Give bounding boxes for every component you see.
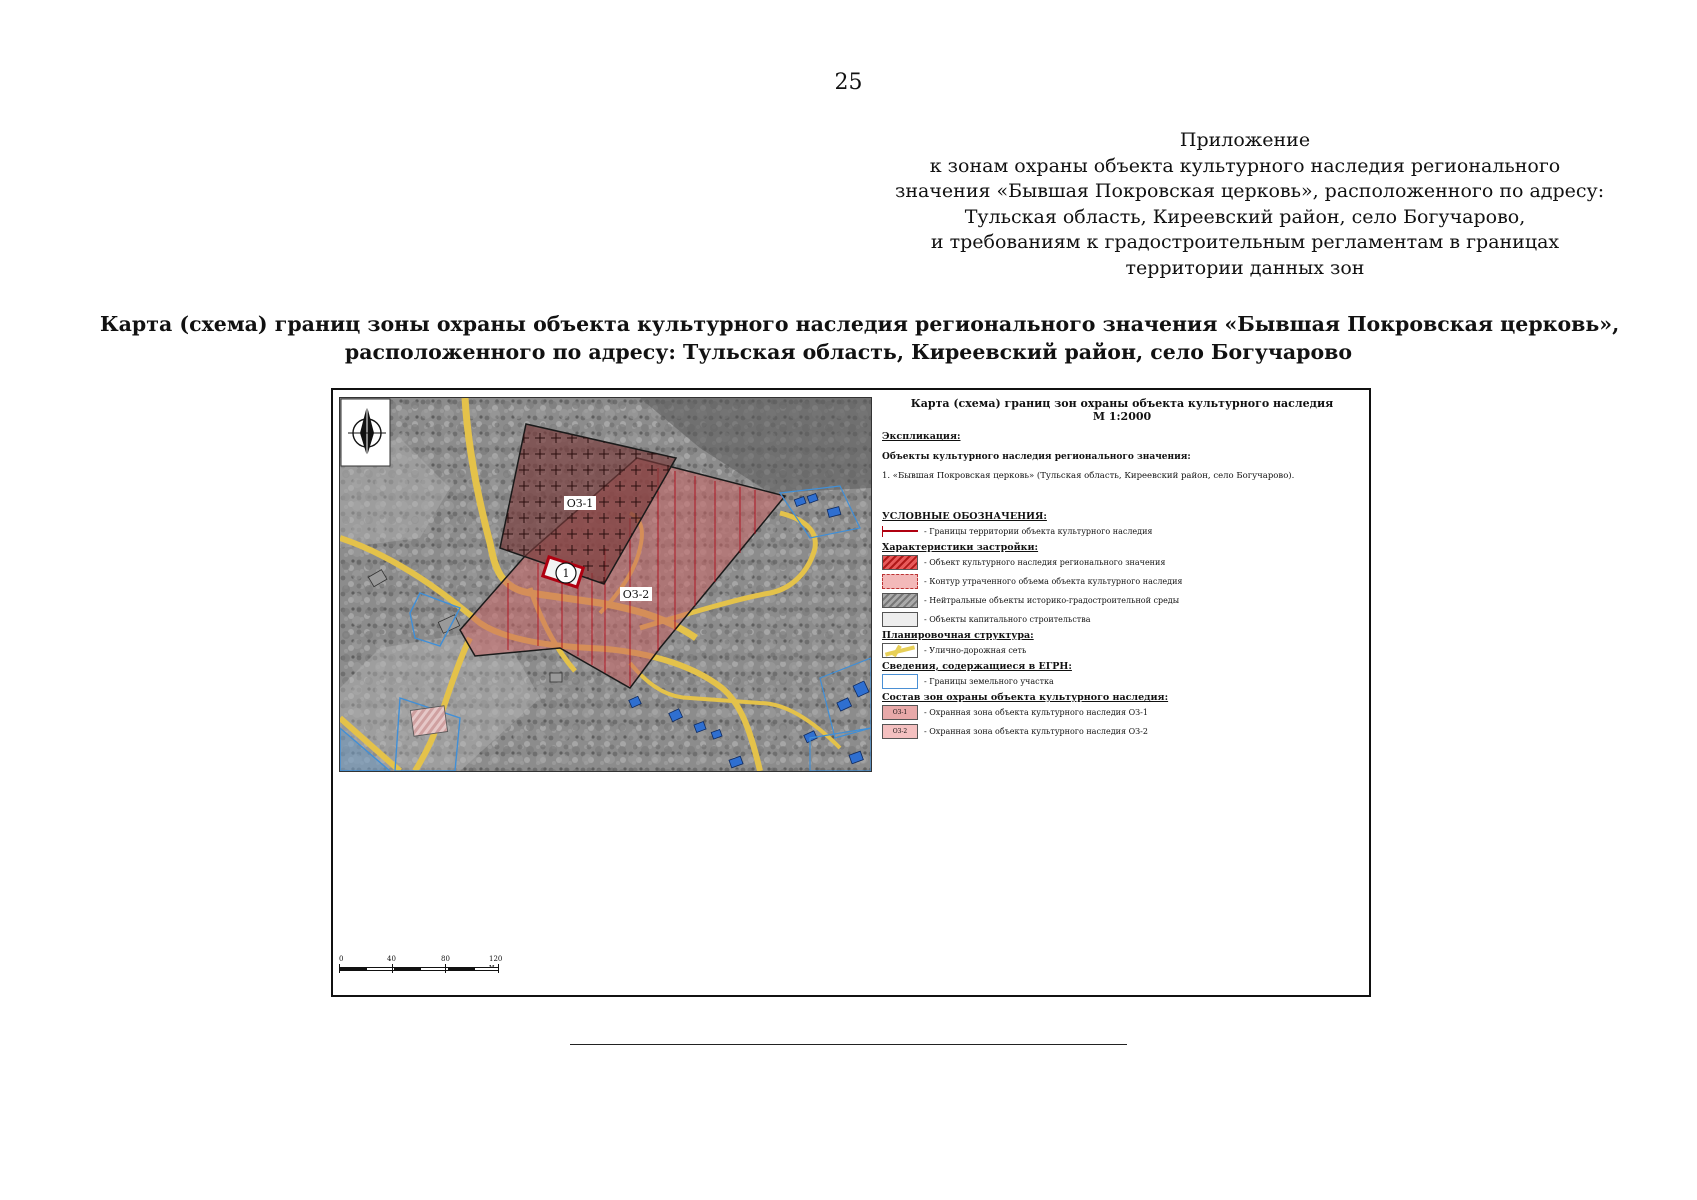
legend-object-item: 1. «Бывшая Покровская церковь» (Тульская область, Киреевский район, село Богучарово). [882, 471, 1295, 481]
zone-oz1-label: ОЗ-1 [566, 497, 594, 510]
lost-volume-swatch [882, 574, 918, 589]
footer-divider [570, 1044, 1127, 1045]
document-title [100, 310, 1620, 366]
aerial-map [339, 397, 872, 772]
legend-explication-heading: Экспликация: [882, 431, 961, 442]
appendix-line: Тульская область, Киреевский район, село Богучарово, [964, 205, 1526, 228]
legend-row [882, 672, 1362, 691]
legend-row [882, 610, 1362, 629]
legend-row-label: - Границы земельного участка [924, 677, 1054, 686]
zone-oz2-swatch: ОЗ-2 [882, 724, 918, 739]
appendix-line: к зонам охраны объекта культурного наследия регионального [929, 154, 1561, 177]
scale-tick-label: 80 [441, 955, 450, 963]
legend-scale: М 1:2000 [1092, 410, 1152, 423]
north-arrow [341, 399, 390, 466]
map-frame [331, 388, 1371, 997]
appendix-line: и требованиям к градостроительным регламентам в границах [930, 231, 1560, 253]
legend-row-label: - Границы территории объекта культурного наследия [924, 527, 1153, 536]
scale-bar [339, 955, 509, 985]
scale-tick-label: 0 [339, 955, 344, 963]
scale-tick [339, 964, 340, 973]
document-title-line: расположенного по адресу: Тульская область, Киреевский район, село Богучарово [344, 340, 1353, 364]
appendix-line: значения «Бывшая Покровская церковь», расположенного по адресу: [895, 180, 1605, 202]
legend-row-label: - Охранная зона объекта культурного наследия ОЗ-2 [924, 727, 1148, 736]
neutral-objects-swatch [882, 593, 918, 608]
scale-tick [392, 964, 393, 973]
capital-objects-swatch [882, 612, 918, 627]
scale-tick-label: 120 [489, 955, 503, 963]
legend-row [882, 522, 1362, 541]
legend-row-label: - Объекты капитального строительства [924, 615, 1091, 624]
aerial-map-canvas [340, 398, 871, 771]
legend-row [882, 722, 1362, 741]
appendix-line: территории данных зон [1125, 256, 1365, 279]
scale-tick [445, 964, 446, 973]
map-legend [882, 397, 1362, 741]
legend-building-heading: Характеристики застройки: [882, 542, 1039, 553]
legend-row [882, 572, 1362, 591]
legend-title: Карта (схема) границ зон охраны объекта культурного наследия [910, 397, 1334, 410]
heritage-object-swatch [882, 555, 918, 570]
legend-row-label: - Объект культурного наследия регионального значения [924, 558, 1166, 567]
road-network-swatch [882, 643, 918, 658]
legend-row-label: - Охранная зона объекта культурного наследия ОЗ-1 [924, 708, 1148, 717]
legend-planning-heading: Планировочная структура: [882, 630, 1034, 641]
legend-row [882, 591, 1362, 610]
parcel-boundary-swatch [882, 674, 918, 689]
legend-row-label: - Улично-дорожная сеть [924, 646, 1027, 655]
legend-row-label: - Нейтральные объекты историко-градостроительной среды [924, 596, 1180, 605]
scale-tick-label: 40 [387, 955, 396, 963]
scale-bar-segments [339, 967, 499, 971]
page-number: 25 [834, 70, 863, 95]
legend-egrn-heading: Сведения, содержащиеся в ЕГРН: [882, 661, 1072, 672]
legend-row [882, 553, 1362, 572]
appendix-caption [895, 128, 1605, 281]
territory-boundary-swatch [882, 524, 918, 539]
legend-row [882, 703, 1362, 722]
zone-oz1-swatch: ОЗ-1 [882, 705, 918, 720]
legend-objects-heading: Объекты культурного наследия регионального значения: [882, 452, 1191, 462]
legend-symbols-heading: УСЛОВНЫЕ ОБОЗНАЧЕНИЯ: [882, 511, 1047, 522]
appendix-line: Приложение [1179, 129, 1311, 151]
legend-zones-heading: Состав зон охраны объекта культурного наследия: [882, 692, 1169, 703]
legend-row-label: - Контур утраченного объема объекта культурного наследия [924, 577, 1183, 586]
zone-oz2-label: ОЗ-2 [622, 588, 650, 601]
object-marker-number: 1 [562, 567, 570, 580]
legend-row [882, 641, 1362, 660]
document-title-line: Карта (схема) границ зоны охраны объекта культурного наследия регионального значения «Бывшая Покровская церковь», [100, 312, 1620, 336]
capital-building [410, 706, 447, 736]
scale-tick [498, 964, 499, 973]
